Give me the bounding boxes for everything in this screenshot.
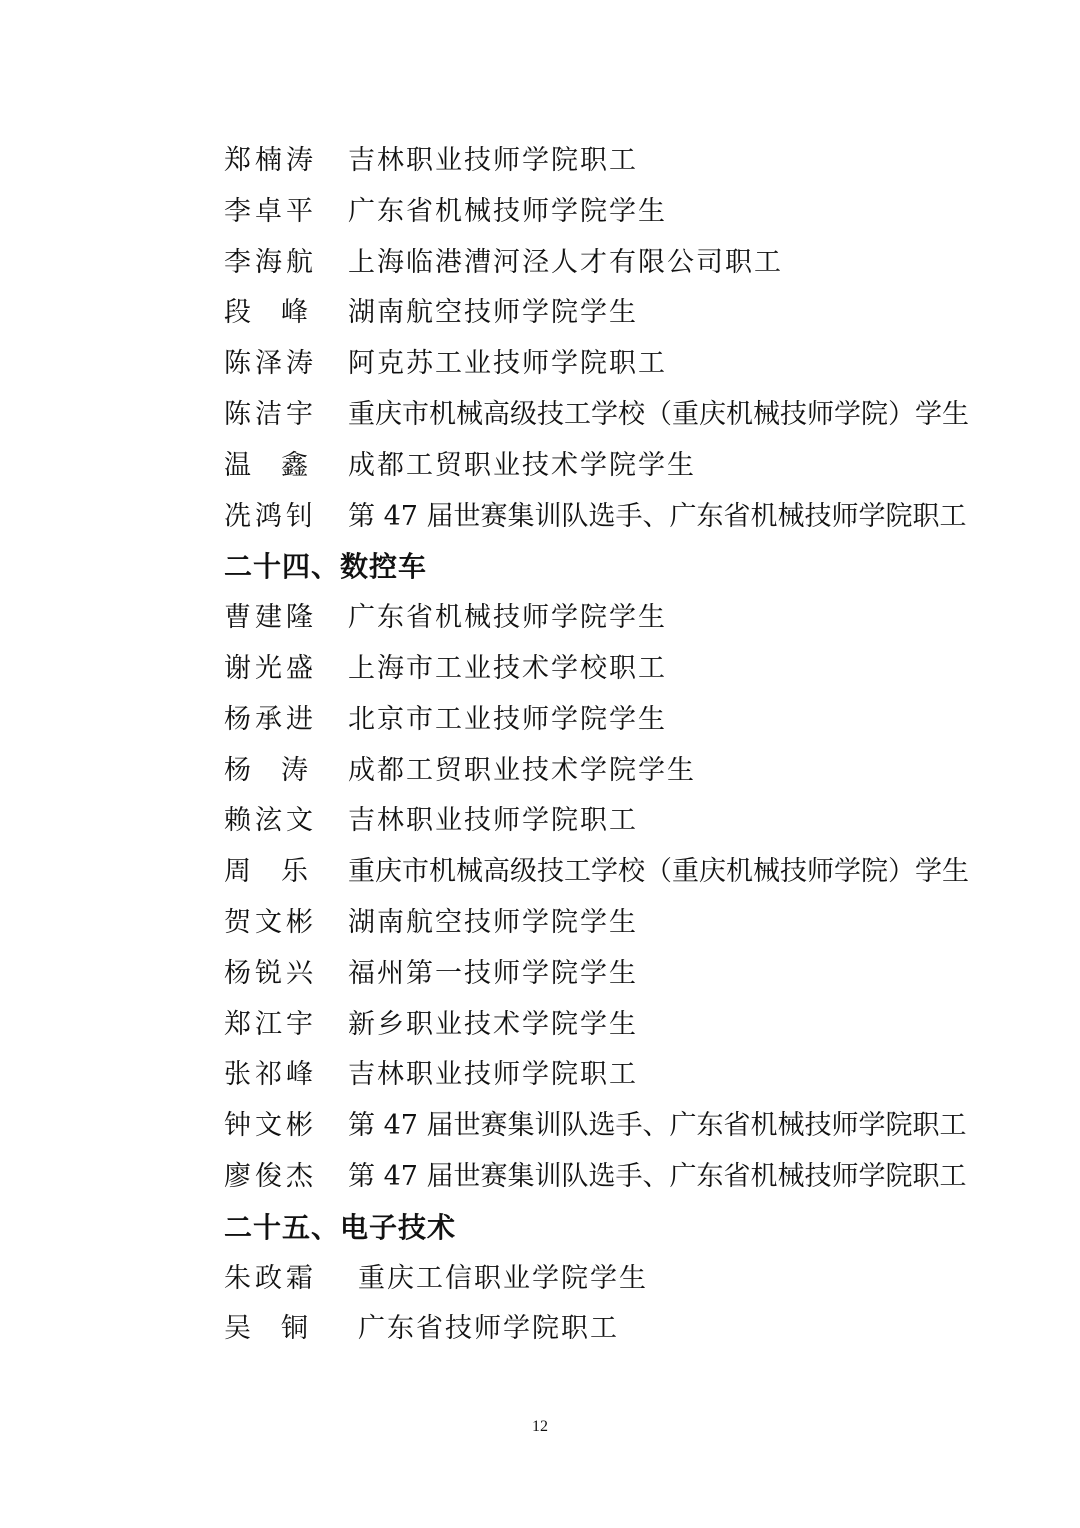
organization: 广东省机械技师学院学生 [348,195,667,227]
organization: 新乡职业技术学院学生 [348,1008,638,1040]
person-name: 贺文彬 [224,906,317,938]
person-name: 曹建隆 [224,602,317,634]
person-name: 郑楠涛 [224,145,317,176]
list-item [224,898,984,949]
list-item [224,1152,984,1203]
organization: 广东省机械技师学院学生 [348,602,667,634]
person-name: 朱政霜 [224,1262,317,1294]
person-name: 廖俊杰 [224,1160,317,1192]
list-item [224,644,984,695]
organization: 吉林职业技师学院职工 [348,805,638,837]
person-name: 冼鸿钊 [224,500,317,532]
section-heading: 二十五、电子技术 [224,1210,457,1244]
list-item [224,1254,984,1305]
organization: 第 47 届世赛集训队选手、广东省机械技师学院职工 [348,1160,967,1192]
person-name: 李海航 [224,246,317,278]
list-item [224,593,984,644]
person-name: 李卓平 [224,195,317,227]
organization: 成都工贸职业技术学院学生 [348,754,696,786]
person-name: 杨涛 [224,754,338,786]
person-name: 段峰 [224,297,338,329]
person-name: 周乐 [224,856,338,888]
list-item [224,1050,984,1101]
person-name: 赖泫文 [224,805,317,837]
organization: 湖南航空技师学院学生 [348,906,638,938]
person-name: 吴铜 [224,1313,338,1345]
organization: 成都工贸职业技术学院学生 [348,449,696,481]
list-item [224,136,984,187]
person-name: 杨承进 [224,703,317,735]
organization: 第 47 届世赛集训队选手、广东省机械技师学院职工 [348,1110,967,1142]
list-item [224,847,984,898]
organization: 上海临港漕河泾人才有限公司职工 [348,246,783,278]
organization: 福州第一技师学院学生 [348,957,638,989]
person-name: 温鑫 [224,449,338,481]
organization: 北京市工业技师学院学生 [348,703,667,735]
person-name: 谢光盛 [224,652,317,684]
list-item [224,492,984,543]
person-name: 郑江宇 [224,1008,317,1040]
list-item [224,187,984,238]
person-name: 陈泽涛 [224,348,317,380]
list-item [224,390,984,441]
organization: 上海市工业技术学校职工 [348,652,667,684]
list-item [224,1304,984,1355]
list-item [224,695,984,746]
organization: 重庆市机械高级技工学校（重庆机械技师学院）学生 [348,398,969,430]
list-item [224,1101,984,1152]
page-number: 12 [532,1418,548,1435]
list-item [224,288,984,339]
organization: 湖南航空技师学院学生 [348,297,638,329]
organization: 吉林职业技师学院职工 [348,1059,638,1091]
list-item [224,796,984,847]
list-item [224,339,984,390]
person-name: 杨锐兴 [224,957,317,989]
organization: 重庆工信职业学院学生 [358,1262,648,1294]
person-name: 张祁峰 [224,1059,317,1091]
person-name: 陈洁宇 [224,398,317,430]
list-item [224,949,984,1000]
name-list [224,136,984,1355]
list-item [224,441,984,492]
organization: 第 47 届世赛集训队选手、广东省机械技师学院职工 [348,500,967,532]
list-item [224,746,984,797]
list-item [224,238,984,289]
list-item [224,1000,984,1051]
section-heading: 二十四、数控车 [224,550,428,584]
organization: 广东省技师学院职工 [358,1313,619,1345]
organization: 重庆市机械高级技工学校（重庆机械技师学院）学生 [348,856,969,888]
person-name: 钟文彬 [224,1110,317,1142]
organization: 吉林职业技师学院职工 [348,145,638,176]
organization: 阿克苏工业技师学院职工 [348,348,667,380]
